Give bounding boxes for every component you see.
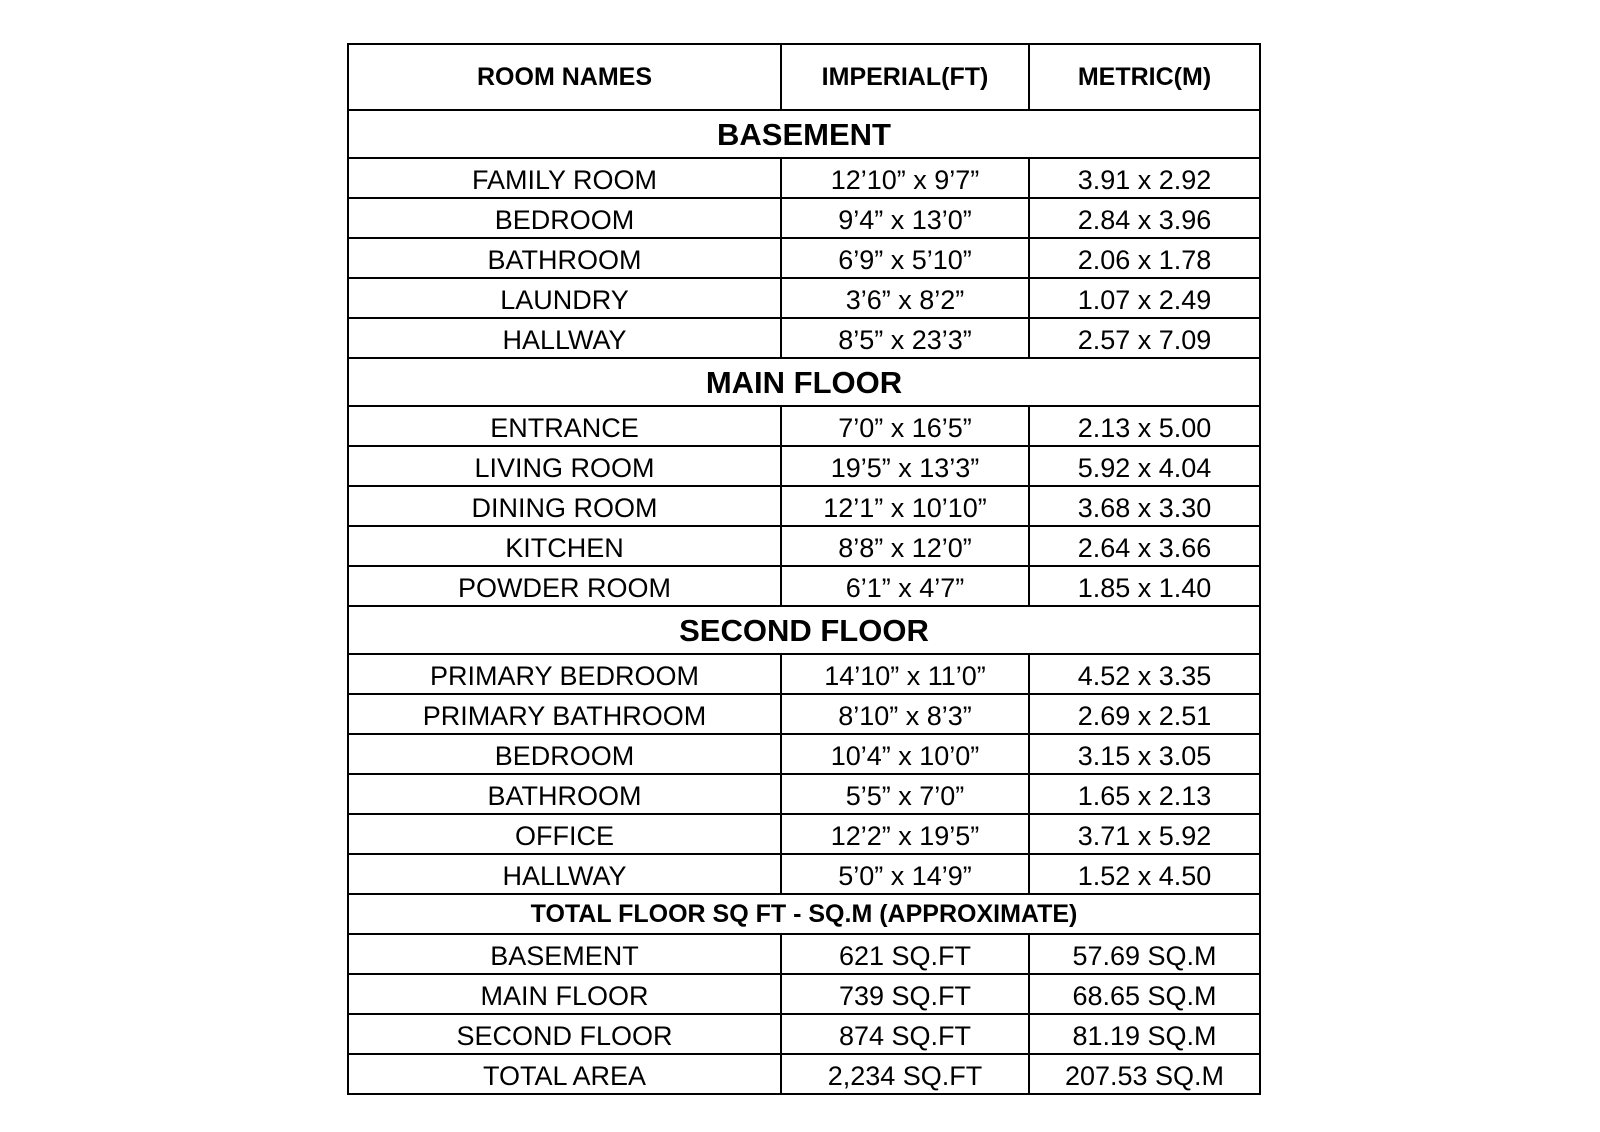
section-heading-row [348, 358, 1260, 406]
sqm-value: 68.65 SQ.M [1072, 980, 1217, 1011]
floor-name-cell [348, 934, 781, 974]
room-name: LAUNDRY [500, 284, 629, 315]
metric-cell [1029, 406, 1260, 446]
table-row [348, 774, 1260, 814]
sqm-value: 207.53 SQ.M [1064, 1060, 1225, 1091]
room-name-cell [348, 734, 781, 774]
floor-name: MAIN FLOOR [480, 980, 649, 1011]
metric-value: 3.91 x 2.92 [1077, 164, 1212, 195]
metric-cell [1029, 734, 1260, 774]
imperial-cell [781, 854, 1029, 894]
metric-cell [1029, 198, 1260, 238]
metric-value: 3.15 x 3.05 [1077, 740, 1212, 771]
metric-value: 1.52 x 4.50 [1077, 860, 1212, 891]
room-name-cell [348, 654, 781, 694]
table-row [348, 158, 1260, 198]
sqft-value: 874 SQ.FT [838, 1020, 972, 1051]
imperial-cell [781, 814, 1029, 854]
table-row [348, 1014, 1260, 1054]
imperial-cell [781, 734, 1029, 774]
metric-cell [1029, 446, 1260, 486]
header-metric: METRIC(M) [1029, 44, 1260, 110]
metric-value: 2.57 x 7.09 [1077, 324, 1212, 355]
metric-cell [1029, 566, 1260, 606]
metric-value: 3.68 x 3.30 [1077, 492, 1212, 523]
room-name-cell [348, 198, 781, 238]
imperial-value: 12’1” x 10’10” [823, 492, 987, 523]
table-header-row [348, 44, 1260, 110]
metric-value: 1.07 x 2.49 [1077, 284, 1212, 315]
floor-name: TOTAL AREA [482, 1060, 647, 1091]
section-title-second-floor: SECOND FLOOR [348, 606, 1260, 654]
imperial-cell [781, 566, 1029, 606]
totals-heading-row [348, 894, 1260, 934]
metric-cell [1029, 774, 1260, 814]
room-name-cell [348, 238, 781, 278]
sqft-value: 2,234 SQ.FT [827, 1060, 983, 1091]
imperial-value: 3’6” x 8’2” [845, 284, 965, 315]
floor-name-cell [348, 1054, 781, 1094]
sqft-cell [781, 974, 1029, 1014]
table-row [348, 654, 1260, 694]
metric-value: 2.64 x 3.66 [1077, 532, 1212, 563]
metric-cell [1029, 278, 1260, 318]
metric-value: 2.06 x 1.78 [1077, 244, 1212, 275]
room-name: POWDER ROOM [458, 572, 671, 603]
metric-cell [1029, 694, 1260, 734]
room-name-cell [348, 318, 781, 358]
imperial-cell [781, 406, 1029, 446]
room-name: KITCHEN [505, 532, 624, 563]
metric-cell [1029, 854, 1260, 894]
table-row [348, 814, 1260, 854]
imperial-value: 8’8” x 12’0” [838, 532, 972, 563]
metric-value: 5.92 x 4.04 [1077, 452, 1212, 483]
metric-value: 2.13 x 5.00 [1077, 412, 1212, 443]
floor-name-cell [348, 974, 781, 1014]
room-name: ENTRANCE [490, 412, 639, 443]
room-name: FAMILY ROOM [471, 164, 658, 195]
table-row [348, 318, 1260, 358]
imperial-cell [781, 278, 1029, 318]
room-name-cell [348, 278, 781, 318]
table-row [348, 854, 1260, 894]
room-name-cell [348, 158, 781, 198]
room-name: BATHROOM [487, 244, 642, 275]
metric-cell [1029, 814, 1260, 854]
imperial-value: 8’5” x 23’3” [838, 324, 972, 355]
imperial-value: 10’4” x 10’0” [830, 740, 980, 771]
imperial-value: 19’5” x 13’3” [830, 452, 980, 483]
room-dimensions-table [347, 43, 1261, 1095]
imperial-value: 8’10” x 8’3” [838, 700, 972, 731]
sqm-value: 81.19 SQ.M [1072, 1020, 1217, 1051]
room-name-cell [348, 774, 781, 814]
table-row [348, 1054, 1260, 1094]
metric-cell [1029, 318, 1260, 358]
section-title-basement: BASEMENT [348, 110, 1260, 158]
imperial-cell [781, 318, 1029, 358]
floor-name: BASEMENT [490, 940, 639, 971]
table-row [348, 198, 1260, 238]
imperial-cell [781, 446, 1029, 486]
metric-cell [1029, 238, 1260, 278]
room-name-cell [348, 446, 781, 486]
metric-value: 1.65 x 2.13 [1077, 780, 1212, 811]
imperial-cell [781, 774, 1029, 814]
metric-value: 1.85 x 1.40 [1077, 572, 1212, 603]
table-row [348, 694, 1260, 734]
sqft-value: 739 SQ.FT [838, 980, 972, 1011]
sqm-cell [1029, 1054, 1260, 1094]
table-row [348, 446, 1260, 486]
sqft-value: 621 SQ.FT [838, 940, 972, 971]
section-title-main-floor: MAIN FLOOR [348, 358, 1260, 406]
imperial-cell [781, 238, 1029, 278]
table-row [348, 974, 1260, 1014]
sqft-cell [781, 934, 1029, 974]
room-name-cell [348, 566, 781, 606]
metric-cell [1029, 654, 1260, 694]
room-name-cell [348, 854, 781, 894]
imperial-cell [781, 654, 1029, 694]
metric-cell [1029, 158, 1260, 198]
imperial-value: 5’0” x 14’9” [838, 860, 972, 891]
metric-value: 2.69 x 2.51 [1077, 700, 1212, 731]
room-name: PRIMARY BEDROOM [429, 660, 700, 691]
totals-title: TOTAL FLOOR SQ FT - SQ.M (APPROXIMATE) [348, 894, 1260, 934]
room-name-cell [348, 526, 781, 566]
sqft-cell [781, 1014, 1029, 1054]
metric-value: 2.84 x 3.96 [1077, 204, 1212, 235]
imperial-value: 7’0” x 16’5” [838, 412, 972, 443]
table-row [348, 566, 1260, 606]
sqft-cell [781, 1054, 1029, 1094]
table-row [348, 406, 1260, 446]
header-imperial: IMPERIAL(FT) [781, 44, 1029, 110]
room-name: HALLWAY [502, 860, 627, 891]
metric-cell [1029, 486, 1260, 526]
imperial-cell [781, 486, 1029, 526]
room-name: OFFICE [515, 820, 614, 851]
sqm-cell [1029, 974, 1260, 1014]
imperial-cell [781, 158, 1029, 198]
room-name: BEDROOM [494, 740, 635, 771]
table-row [348, 278, 1260, 318]
imperial-value: 6’1” x 4’7” [845, 572, 965, 603]
floor-name: SECOND FLOOR [456, 1020, 673, 1051]
imperial-value: 5’5” x 7’0” [845, 780, 965, 811]
header-room-names: ROOM NAMES [348, 44, 781, 110]
room-name: HALLWAY [502, 324, 627, 355]
table-row [348, 934, 1260, 974]
sqm-cell [1029, 1014, 1260, 1054]
room-name-cell [348, 486, 781, 526]
table-row [348, 486, 1260, 526]
room-name: BATHROOM [487, 780, 642, 811]
table-row [348, 734, 1260, 774]
metric-value: 3.71 x 5.92 [1077, 820, 1212, 851]
room-name: PRIMARY BATHROOM [422, 700, 707, 731]
table-row [348, 526, 1260, 566]
room-name: LIVING ROOM [474, 452, 655, 483]
room-name-cell [348, 814, 781, 854]
imperial-value: 14’10” x 11’0” [824, 660, 986, 691]
imperial-value: 12’10” x 9’7” [830, 164, 980, 195]
room-name-cell [348, 694, 781, 734]
sqm-cell [1029, 934, 1260, 974]
section-heading-row [348, 110, 1260, 158]
room-name-cell [348, 406, 781, 446]
imperial-value: 12’2” x 19’5” [830, 820, 980, 851]
imperial-cell [781, 198, 1029, 238]
imperial-value: 9’4” x 13’0” [838, 204, 972, 235]
imperial-cell [781, 526, 1029, 566]
room-name: BEDROOM [494, 204, 635, 235]
imperial-cell [781, 694, 1029, 734]
sqm-value: 57.69 SQ.M [1072, 940, 1217, 971]
floor-name-cell [348, 1014, 781, 1054]
metric-value: 4.52 x 3.35 [1077, 660, 1212, 691]
section-heading-row [348, 606, 1260, 654]
metric-cell [1029, 526, 1260, 566]
imperial-value: 6’9” x 5’10” [838, 244, 972, 275]
table-row [348, 238, 1260, 278]
room-name: DINING ROOM [471, 492, 658, 523]
